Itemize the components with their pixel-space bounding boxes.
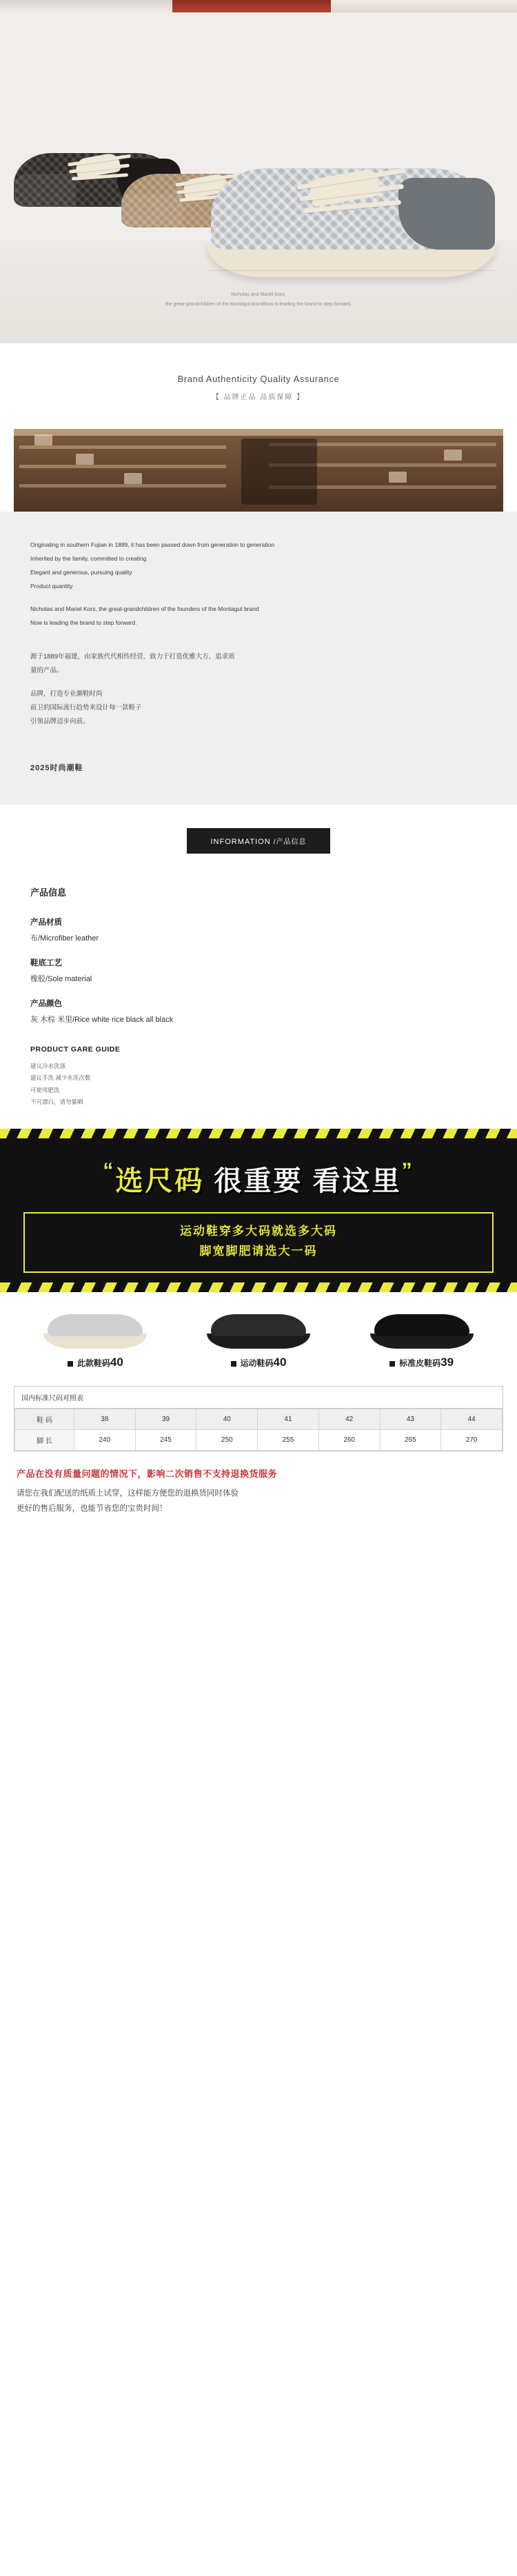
size-chart-cell: 44 bbox=[441, 1409, 503, 1430]
store-box bbox=[76, 454, 94, 465]
compare-shoe-upper bbox=[211, 1314, 306, 1336]
compare-shoe-upper bbox=[374, 1314, 469, 1336]
compare-number: 39 bbox=[440, 1356, 454, 1369]
size-guide-banner bbox=[0, 1129, 517, 1292]
store-box bbox=[124, 473, 142, 484]
size-chart-cell: 38 bbox=[74, 1409, 136, 1430]
size-chart-cell: 255 bbox=[258, 1430, 319, 1451]
story-cn-5: 引领品牌迈步向前。 bbox=[30, 717, 90, 725]
band-center-red bbox=[172, 0, 331, 12]
banner-stripes-bottom bbox=[0, 1282, 517, 1292]
size-chart bbox=[14, 1386, 503, 1451]
compare-shoe-icon bbox=[207, 1310, 310, 1349]
care-guide-line: 可使用肥洗 bbox=[30, 1086, 60, 1094]
size-chart-cell: 41 bbox=[258, 1409, 319, 1430]
story-en-1: Originating in southern Fujian in 1889, it has been passed down from generation to generation bbox=[30, 541, 274, 548]
compare-cell bbox=[190, 1310, 327, 1369]
compare-label-text: 此款鞋码 bbox=[77, 1358, 110, 1369]
store-shelf-left-2 bbox=[19, 465, 226, 468]
headline-part-b: 很重要 bbox=[214, 1166, 303, 1197]
story-en-4: Product quantity bbox=[30, 582, 73, 590]
hero-caption bbox=[0, 290, 517, 309]
size-chart-cell: 40 bbox=[196, 1409, 258, 1430]
compare-label bbox=[353, 1356, 491, 1369]
collection-year-title: 2025时尚潮鞋 bbox=[30, 763, 83, 772]
size-banner-sub-line-2: 脚宽脚肥请选大一码 bbox=[199, 1245, 318, 1258]
information-bar-section bbox=[0, 805, 517, 876]
care-guide-line: 不可漂白，请勿暴晒 bbox=[30, 1098, 83, 1106]
compare-shoe-icon bbox=[43, 1310, 147, 1349]
store-shelf-left-1 bbox=[19, 445, 226, 449]
store-box bbox=[389, 472, 407, 483]
compare-shoe-icon bbox=[370, 1310, 474, 1349]
spec-value: 布/Microfiber leather bbox=[30, 934, 99, 943]
size-banner-subbox bbox=[23, 1212, 494, 1273]
story-cn-3: 品牌，打造专业潮鞋时尚 bbox=[30, 690, 103, 698]
care-guide-line: 建议冷水洗涤 bbox=[30, 1062, 66, 1069]
size-banner-sub-line-1: 运动鞋穿多大码就选多大码 bbox=[180, 1225, 337, 1238]
story-cn-1: 源于1889年福建，由家族代代相传经营，致力于打造优雅大方、追求质 bbox=[30, 653, 235, 661]
compare-number: 40 bbox=[273, 1356, 287, 1369]
size-chart-cell: 250 bbox=[196, 1430, 258, 1451]
compare-shoe-upper bbox=[48, 1314, 143, 1336]
size-chart-row-head: 鞋 码 bbox=[15, 1409, 74, 1430]
size-chart-cell: 43 bbox=[380, 1409, 441, 1430]
compare-cell bbox=[26, 1310, 164, 1369]
quote-close-mark: ” bbox=[401, 1159, 414, 1183]
size-chart-table bbox=[14, 1409, 503, 1451]
compare-label bbox=[190, 1356, 327, 1369]
brand-assurance-cn: 【 品牌正品 品质保障 】 bbox=[212, 394, 305, 401]
story-en-6: Now is leading the brand to step forward. bbox=[30, 619, 137, 627]
spec-value: 灰 木棕 米里/Rice white rice black all black bbox=[30, 1015, 174, 1024]
size-chart-cell: 39 bbox=[135, 1409, 196, 1430]
shoe-grey bbox=[207, 153, 496, 277]
care-guide-line: 建议手洗 减少水洗次数 bbox=[30, 1074, 91, 1082]
table-row bbox=[15, 1430, 503, 1451]
notice-headline: 产品在没有质量问题的情况下，影响二次销售不支持退换货服务 bbox=[17, 1469, 278, 1480]
notice-body-line-1: 请您在我们配送的纸质上试穿，这样能方便您的退换货同时体验 bbox=[17, 1489, 239, 1498]
brand-assurance-section bbox=[0, 343, 517, 429]
hero-caption-line-2: the great-grandchildren of the Montagut brandNow is leading the brand to step forward. bbox=[165, 301, 352, 307]
band-left bbox=[0, 0, 172, 12]
spec-key: 产品材质 bbox=[30, 918, 62, 927]
size-banner-headline bbox=[0, 1159, 517, 1198]
size-chart-cell: 270 bbox=[441, 1430, 503, 1451]
story-cn-4: 前卫的国际流行趋势来设计每一款鞋子 bbox=[30, 703, 142, 712]
notice-body-line-2: 更好的售后服务，也能节省您的宝贵时间！ bbox=[17, 1505, 168, 1513]
hero-product-image bbox=[0, 12, 517, 343]
shoe-grey-laces bbox=[296, 174, 420, 223]
top-image-band bbox=[0, 0, 517, 12]
shoe-brown-toecap bbox=[117, 194, 183, 229]
story-cn-2: 量的产品。 bbox=[30, 667, 63, 674]
spec-title: 产品信息 bbox=[30, 887, 67, 898]
size-chart-cell: 245 bbox=[135, 1430, 196, 1451]
bullet-square-icon bbox=[231, 1361, 236, 1367]
story-en-5: Nicholas and Mariel Kors, the great-grandchildren of the founders of the Montagut brand bbox=[30, 605, 259, 613]
compare-label-text: 运动鞋码 bbox=[240, 1358, 274, 1369]
bullet-square-icon bbox=[389, 1361, 395, 1367]
spec-row bbox=[30, 998, 487, 1025]
size-chart-cell: 260 bbox=[318, 1430, 380, 1451]
spec-row bbox=[30, 957, 487, 984]
spec-key: 鞋底工艺 bbox=[30, 958, 62, 967]
store-interior-photo bbox=[14, 429, 503, 512]
banner-stripes-top bbox=[0, 1129, 517, 1138]
brand-story-section bbox=[0, 512, 517, 805]
size-chart-row-head: 脚 长 bbox=[15, 1430, 74, 1451]
spec-value: 橡胶/Sole material bbox=[30, 974, 92, 983]
compare-label-text: 标准皮鞋码 bbox=[399, 1358, 441, 1369]
headline-part-c: 看这里 bbox=[312, 1166, 402, 1197]
information-bar-en: INFORMATION bbox=[210, 837, 271, 846]
compare-number: 40 bbox=[110, 1356, 123, 1369]
story-en-2: Inherited by the family, committed to creating bbox=[30, 554, 147, 562]
table-row bbox=[15, 1409, 503, 1430]
store-box bbox=[34, 434, 52, 445]
story-en-3: Elegant and generous, pursuing quality bbox=[30, 568, 132, 576]
store-display-case bbox=[241, 439, 317, 505]
spec-row bbox=[30, 916, 487, 943]
information-bar-cn: /产品信息 bbox=[273, 838, 307, 846]
information-bar bbox=[187, 828, 330, 854]
store-box bbox=[444, 450, 462, 461]
compare-label bbox=[26, 1356, 164, 1369]
size-comparison-row bbox=[0, 1292, 517, 1373]
size-chart-caption: 国内标准尺码对照表 bbox=[14, 1387, 503, 1409]
product-spec-section bbox=[0, 876, 517, 1129]
bullet-square-icon bbox=[68, 1361, 73, 1367]
spec-key: 产品颜色 bbox=[30, 999, 62, 1008]
brand-assurance-en: Brand Authenticity Quality Assurance bbox=[177, 374, 340, 384]
size-chart-cell: 240 bbox=[74, 1430, 136, 1451]
store-shelf-left-3 bbox=[19, 484, 226, 487]
return-policy-notice bbox=[0, 1451, 517, 1538]
size-chart-cell: 265 bbox=[380, 1430, 441, 1451]
headline-part-a: 选尺码 bbox=[115, 1166, 205, 1197]
size-chart-cell: 42 bbox=[318, 1409, 380, 1430]
shoe-black-toecap bbox=[10, 174, 76, 208]
care-guide-title: PRODUCT GARE GUIDE bbox=[30, 1045, 121, 1054]
compare-cell bbox=[353, 1310, 491, 1369]
store-light-bar bbox=[14, 429, 503, 436]
hero-caption-line-1: Nicholas and Mariel Kors, bbox=[231, 292, 286, 298]
band-right bbox=[331, 0, 517, 12]
quote-open-mark: “ bbox=[103, 1159, 116, 1183]
